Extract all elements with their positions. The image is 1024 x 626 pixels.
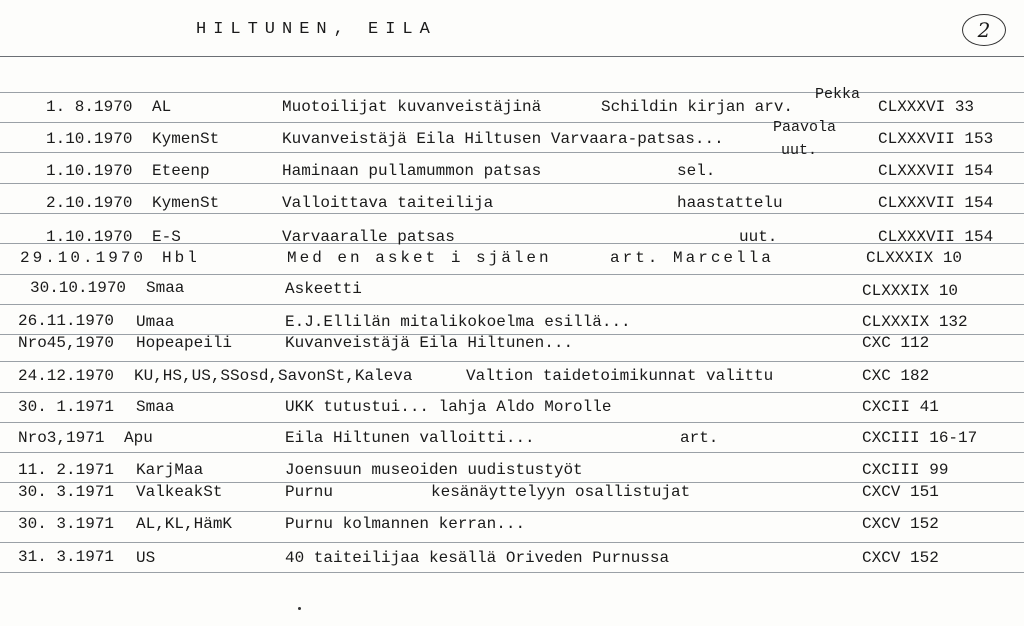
entry-ref: CLXXXVII 154 (878, 162, 994, 180)
ruled-line (0, 511, 1024, 512)
entry-source: Smaa (146, 279, 185, 297)
entry-ref: CLXXXVII 154 (878, 228, 994, 246)
entry-note-extra: Paavola (773, 119, 837, 136)
ruled-line (0, 92, 1024, 93)
entry-note: art. Marcella (610, 249, 774, 267)
entry-source: E-S (152, 228, 181, 246)
ruled-line (0, 122, 1024, 123)
entry-date: 26.11.1970 (18, 312, 115, 330)
entry-ref: CXCIII 16-17 (862, 429, 978, 447)
entry-note: art. (680, 429, 719, 447)
entry-date: 30. 3.1971 (18, 515, 115, 533)
entry-title: Valtion taidetoimikunnat valittu (466, 367, 774, 385)
entry-date: 2.10.1970 (46, 194, 133, 212)
entry-ref: CXCV 152 (862, 549, 939, 567)
entry-source: KarjMaa (136, 461, 204, 479)
entry-source: KymenSt (152, 130, 220, 148)
entry-title: UKK tutustui... lahja Aldo Morolle (285, 398, 612, 416)
entry-title: Purnu (285, 483, 334, 501)
ruled-line (0, 56, 1024, 57)
entry-source: KymenSt (152, 194, 220, 212)
entry-note-extra: Pekka (815, 86, 861, 103)
entry-ref: CXCV 152 (862, 515, 939, 533)
entry-ref: CLXXXIX 10 (866, 249, 963, 267)
entry-title: Med en asket i själen (287, 249, 552, 267)
entry-source: Eteenp (152, 162, 210, 180)
entry-title: Valloittava taiteilija (282, 194, 494, 212)
ruled-line (0, 152, 1024, 153)
entry-title: Haminaan pullamummon patsas (282, 162, 542, 180)
entry-date: 30. 3.1971 (18, 483, 115, 501)
entry-note: uut. (739, 228, 778, 246)
entry-source: AL,KL,HämK (136, 515, 233, 533)
entry-source: ValkeakSt (136, 483, 223, 501)
entry-ref: CLXXXVII 153 (878, 130, 994, 148)
page-number-badge: 2 (962, 14, 1006, 46)
entry-ref: CXCV 151 (862, 483, 939, 501)
entry-date: 1.10.1970 (46, 162, 133, 180)
entry-date: 11. 2.1971 (18, 461, 115, 479)
entry-date: 1.10.1970 (46, 130, 133, 148)
entry-title: Varvaaralle patsas (282, 228, 455, 246)
entry-date: 24.12.1970 (18, 367, 115, 385)
entry-date: 30. 1.1971 (18, 398, 115, 416)
entry-date: Nro45,1970 (18, 334, 115, 352)
entry-title: 40 taiteilijaa kesällä Oriveden Purnussa (285, 549, 670, 567)
entry-date: 29.10.1970 (20, 249, 147, 267)
entry-date: 31. 3.1971 (18, 548, 115, 566)
entry-source: Umaa (136, 313, 175, 331)
entry-ref: CLXXXVII 154 (878, 194, 994, 212)
entry-ref: CLXXXIX 10 (862, 282, 959, 300)
entry-ref: CXCII 41 (862, 398, 939, 416)
entry-title: Muotoilijat kuvanveistäjinä (282, 98, 542, 116)
entry-date: Nro3,1971 (18, 429, 105, 447)
entry-source: AL (152, 98, 172, 116)
entry-title: Purnu kolmannen kerran... (285, 515, 526, 533)
entry-ref: CLXXXVI 33 (878, 98, 975, 116)
entry-note: Schildin kirjan arv. (601, 98, 794, 116)
entry-note: kesänäyttelyyn osallistujat (431, 483, 691, 501)
ink-speck (298, 607, 301, 610)
entry-ref: CXC 112 (862, 334, 930, 352)
card-header-name: HILTUNEN, EILA (196, 20, 437, 39)
ruled-line (0, 361, 1024, 362)
entry-ref: CXCIII 99 (862, 461, 949, 479)
entry-note-extra: uut. (781, 142, 818, 159)
entry-title: Eila Hiltunen valloitti... (285, 429, 535, 447)
entry-source: US (136, 549, 156, 567)
ruled-line (0, 213, 1024, 214)
entry-note: haastattelu (677, 194, 783, 212)
ruled-line (0, 542, 1024, 543)
ruled-line (0, 304, 1024, 305)
ruled-line (0, 572, 1024, 573)
entry-title: E.J.Ellilän mitalikokoelma esillä... (285, 313, 631, 331)
entry-title: Kuvanveistäjä Eila Hiltunen... (285, 334, 574, 352)
entry-ref: CXC 182 (862, 367, 930, 385)
entry-source: Smaa (136, 398, 175, 416)
entry-source: Hbl (162, 249, 200, 267)
entry-source: Hopeapeili (136, 334, 233, 352)
entry-title: Kuvanveistäjä Eila Hiltusen Varvaara-patsas... (282, 130, 724, 148)
entry-date: 1.10.1970 (46, 228, 133, 246)
entry-source: KU,HS,US,SSosd,SavonSt,Kaleva (134, 367, 413, 385)
ruled-line (0, 183, 1024, 184)
ruled-line (0, 274, 1024, 275)
entry-date: 1. 8.1970 (46, 98, 133, 116)
entry-title: Askeetti (285, 280, 362, 298)
ruled-line (0, 392, 1024, 393)
ruled-line (0, 452, 1024, 453)
entry-ref: CLXXXIX 132 (862, 313, 968, 331)
entry-note: sel. (677, 162, 716, 180)
entry-source: Apu (124, 429, 153, 447)
entry-title: Joensuun museoiden uudistustyöt (285, 461, 583, 479)
entry-date: 30.10.1970 (30, 279, 127, 297)
ruled-line (0, 422, 1024, 423)
